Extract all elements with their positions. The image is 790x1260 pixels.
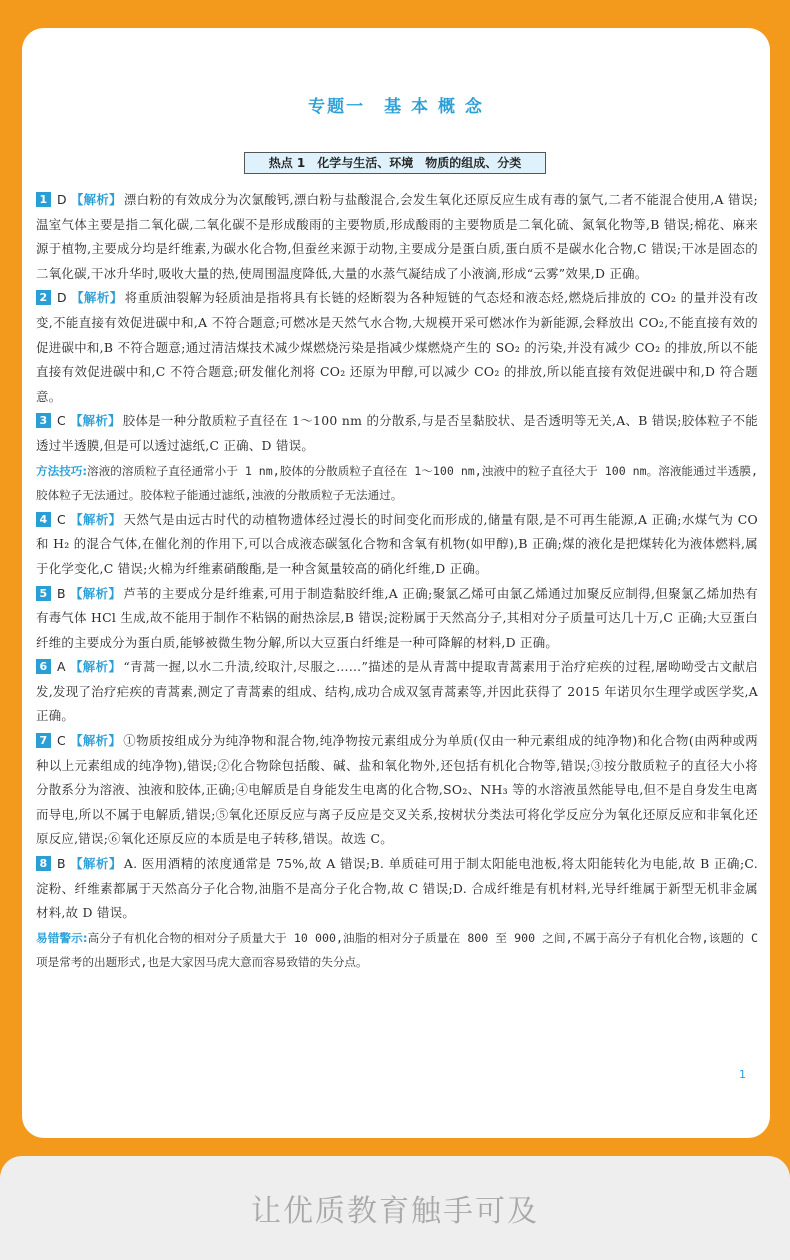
analysis-tag: 【解析】: [69, 511, 122, 527]
analysis-tag: 【解析】: [69, 585, 122, 601]
answer-item: [36, 188, 758, 286]
analysis-tag: 【解析】: [69, 856, 122, 872]
answer-letter: B: [57, 856, 66, 872]
analysis-tag: 【解析】: [70, 192, 122, 207]
analysis-text: ①物质按组成分为纯净物和混合物,纯净物按元素组成分为单质(仅由一种元素组成的纯净物)和化合物(由两种或两种以上元素组成的纯净物),错误;②化合物除包括酸、碱、盐和氧化物外,还包括有机化合物等,错误;③按分散质粒子的直径大小将分散系分为溶液、浊液和胶体,正确;④电解质是自身能发生电离的化合物,SO₂、NH₃ 等的水溶液虽然能导电,但不是自身发生电离而导电,所以不属于电解质,错误;⑤氧化还原反应与离子反应是交叉关系,按树状分类法可将化学反应分为氧化还原反应和非氧化还原反应,错误;⑥氧化还原反应的本质是电子转移,错误。故选 C。: [36, 733, 758, 847]
analysis-text: 漂白粉的有效成分为次氯酸钙,漂白粉与盐酸混合,会发生氧化还原反应生成有毒的氯气,二者不能混合使用,A 错误;温室气体主要是指二氧化碳,二氧化碳不是形成酸雨的主要物质,形成酸雨的主要物质是二氧化硫、氮氧化物等,B 错误;棉花、麻来源于植物,主要成分均是纤维素,为碳水化合物,但蚕丝来源于动物,主要成分是蛋白质,蛋白质不是碳水化合物,C 错误;干冰是固态的二氧化碳,干冰升华时,吸收大量的热,使周围温度降低,大量的水蒸气凝结成了小液滴,形成“云雾”效果,D 正确。: [36, 192, 759, 281]
page-card: [22, 28, 770, 1138]
question-number-badge: 2: [36, 290, 51, 305]
answer-item: [36, 655, 758, 729]
analysis-tag: 【解析】: [69, 733, 122, 749]
answer-item: [36, 729, 758, 852]
answer-letter: B: [57, 585, 66, 601]
question-number-badge: 8: [36, 856, 51, 871]
question-number-badge: 4: [36, 512, 51, 527]
page-title: 专题一 基 本 概 念: [308, 97, 484, 117]
method-tip: [36, 459, 758, 508]
analysis-text: A. 医用酒精的浓度通常是 75%,故 A 错误;B. 单质硅可用于制太阳能电池板,将太阳能转化为电能,故 B 正确;C. 淀粉、纤维素都属于天然高分子化合物,油脂不是高分子化合物,故 C 错误;D. 合成纤维是有机材料,光导纤维属于新型无机非金属材料,故 D 错误。: [36, 856, 758, 921]
question-number-badge: 1: [36, 192, 51, 207]
answer-letter: D: [57, 290, 67, 306]
answer-item: [36, 582, 758, 656]
analysis-text: 天然气是由远古时代的动植物遗体经过漫长的时间变化而形成的,储量有限,是不可再生能源,A 正确;水煤气为 CO 和 H₂ 的混合气体,在催化剂的作用下,可以合成液态碳氢化合物和含氧有机物(如甲醇),B 正确;煤的液化是把煤转化为液体燃料,属于化学变化,C 错误;火棉为纤维素硝酸酯,是一种含氮量较高的硝化纤维,D 正确。: [36, 511, 759, 576]
answer-letter: D: [57, 192, 67, 207]
answer-item: [36, 852, 758, 926]
question-number-badge: 6: [36, 659, 51, 674]
hot-point-banner: 热点 1 化学与生活、环境 物质的组成、分类: [244, 152, 546, 174]
analysis-text: “青蒿一握,以水二升渍,绞取汁,尽服之……”描述的是从青蒿中提取青蒿素用于治疗疟疾的过程,屠呦呦受古文献启发,发现了治疗疟疾的青蒿素,测定了青蒿素的组成、结构,成功合成双氢青蒿素等,并因此获得了 2015 年诺贝尔生理学或医学奖,A 正确。: [36, 659, 758, 724]
page-number: 1: [739, 1068, 746, 1081]
footer-slogan: 让优质教育触手可及: [251, 1194, 539, 1229]
error-warning: [36, 926, 758, 975]
analysis-tag: 【解析】: [70, 290, 123, 306]
footer-banner: [0, 1156, 790, 1260]
question-number-badge: 3: [36, 413, 51, 428]
error-warning-text: 高分子有机化合物的相对分子质量大于 10 000,油脂的相对分子质量在 800 至 900 之间,不属于高分子有机化合物,该题的 C 项是常考的出题形式,也是大家因马虎大意而容易致错的失分点。: [36, 930, 758, 970]
analysis-text: 胶体是一种分散质粒子直径在 1～100 nm 的分散系,与是否呈黏胶状、是否透明等无关,A、B 错误;胶体粒子不能透过半透膜,但是可以透过滤纸,C 正确、D 错误。: [36, 413, 758, 453]
answer-item: [36, 409, 758, 458]
question-number-badge: 5: [36, 586, 51, 601]
answer-letter: C: [57, 733, 66, 749]
answers-content: [36, 188, 758, 975]
analysis-text: 将重质油裂解为轻质油是指将具有长链的烃断裂为各种短链的气态烃和液态烃,燃烧后排放的 CO₂ 的量并没有改变,不能直接有效促进碳中和,A 不符合题意;可燃冰是天然气水合物,大规模开采可燃冰作为新能源,会释放出 CO₂,不能直接有效的促进碳中和,B 不符合题意;通过清洁煤技术减少煤燃烧污染是指减少煤燃烧产生的 SO₂ 的污染,并没有减少 CO₂ 的排放,所以不能直接有效促进碳中和,C 不符合题意;研发催化剂将 CO₂ 还原为甲醇,可以减少 CO₂ 的排放,所以能直接有效促进碳中和,D 符合题意。: [36, 290, 758, 404]
answer-letter: A: [57, 659, 66, 675]
method-tip-label: 方法技巧:: [36, 463, 88, 478]
analysis-tag: 【解析】: [69, 659, 122, 675]
answer-item: [36, 508, 758, 582]
analysis-tag: 【解析】: [69, 413, 121, 429]
analysis-text: 芦苇的主要成分是纤维素,可用于制造黏胶纤维,A 正确;聚氯乙烯可由氯乙烯通过加聚反应制得,但聚氯乙烯加热有有毒气体 HCl 生成,故不能用于制作不粘锅的耐热涂层,B 错误;淀粉属于天然高分子,其相对分子质量可达几十万,C 正确;大豆蛋白纤维的主要成分为蛋白质,能够被微生物分解,所以大豆蛋白纤维是一种可降解的材料,D 正确。: [36, 585, 758, 650]
answer-letter: C: [57, 413, 66, 429]
method-tip-text: 溶液的溶质粒子直径通常小于 1 nm,胶体的分散质粒子直径在 1～100 nm,浊液中的粒子直径大于 100 nm。溶液能通过半透膜,胶体粒子无法通过。胶体粒子能通过滤纸,浊液的分散质粒子无法通过。: [36, 463, 759, 503]
answer-item: [36, 286, 758, 409]
question-number-badge: 7: [36, 733, 51, 748]
answer-letter: C: [57, 511, 66, 527]
error-warning-label: 易错警示:: [36, 930, 88, 945]
